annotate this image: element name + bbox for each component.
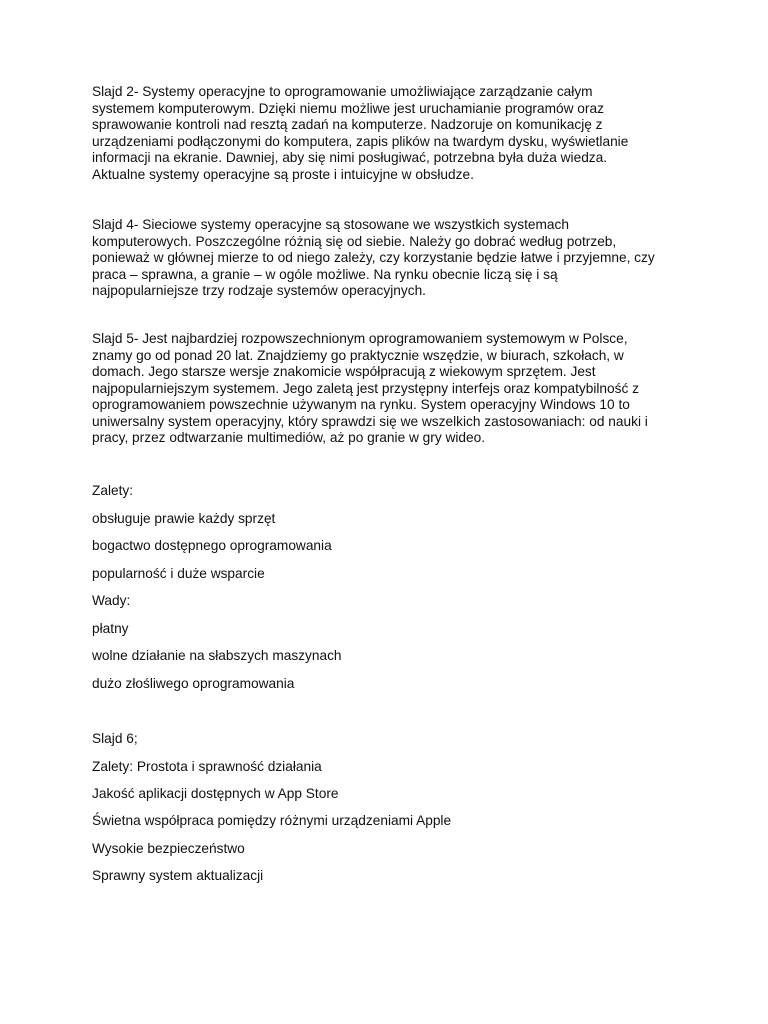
slide4-paragraph xyxy=(92,217,692,300)
text-line: ponieważ w głównej mierze to od niego zależy, czy korzystanie będzie łatwe i przyjemne, czy xyxy=(92,250,655,265)
text-line: uniwersalny system operacyjny, który sprawdzi się we wszelkich zastosowaniach: od nauki i xyxy=(92,413,648,429)
text-line: Slajd 4- Sieciowe systemy operacyjne są stosowane we wszystkich systemach xyxy=(92,217,569,232)
text-line: oprogramowaniem powszechnie używanym na rynku. System operacyjny Windows 10 to xyxy=(92,397,630,412)
text-line: najpopularniejsze trzy rodzaje systemów operacyjnych. xyxy=(92,283,426,298)
text-line: Slajd 5- Jest najbardziej rozpowszechnionym oprogramowaniem systemowym w Polsce, xyxy=(92,331,628,346)
text-line: domach. Jego starsze wersje znakomicie współpracują z wiekowym sprzętem. Jest xyxy=(92,364,596,379)
text-line: znamy go od ponad 20 lat. Znajdziemy go praktycznie wszędzie, w biurach, szkołach, w xyxy=(92,347,624,363)
list-item: popularność i duże wsparcie xyxy=(92,566,265,581)
list-item: płatny xyxy=(92,621,129,636)
text-line: praca – sprawna, a granie – w ogóle możliwe. Na rynku obecnie liczą się i są xyxy=(92,266,558,282)
list-item: Jakość aplikacji dostępnych w App Store xyxy=(92,786,339,801)
text-line: komputerowych. Poszczególne różnią się od siebie. Należy go dobrać według potrzeb, xyxy=(92,233,617,249)
list-item: Wysokie bezpieczeństwo xyxy=(92,841,245,856)
list-item: bogactwo dostępnego oprogramowania xyxy=(92,538,332,553)
slide6-heading: Slajd 6; xyxy=(92,731,138,746)
text-line: urządzeniami podłączonymi do komputera, zapis plików na twardym dysku, wyświetlanie xyxy=(92,133,629,149)
list-item: obsługuje prawie każdy sprzęt xyxy=(92,511,276,526)
list-item: dużo złośliwego oprogramowania xyxy=(92,676,295,691)
list-item: Świetna współpraca pomiędzy różnymi urządzeniami Apple xyxy=(92,813,452,828)
text-line: sprawowanie kontroli nad resztą zadań na komputerze. Nadzoruje on komunikację z xyxy=(92,117,603,132)
cons-heading: Wady: xyxy=(92,593,131,608)
text-line: informacji na ekranie. Dawniej, aby się nimi posługiwać, potrzebna była duża wiedza. xyxy=(92,150,608,165)
text-line: Slajd 2- Systemy operacyjne to oprogramowanie umożliwiające zarządzanie całym xyxy=(92,84,593,99)
text-line: Aktualne systemy operacyjne są proste i intuicyjne w obsłudze. xyxy=(92,166,474,182)
text-line: pracy, przez odtwarzanie multimediów, aż po granie w gry wideo. xyxy=(92,430,486,445)
list-item: wolne działanie na słabszych maszynach xyxy=(92,648,342,663)
text-line: systemem komputerowym. Dzięki niemu możliwe jest uruchamianie programów oraz xyxy=(92,100,604,116)
list-item: Zalety: Prostota i sprawność działania xyxy=(92,759,322,774)
text-line: najpopularniejszym systemem. Jego zaletą jest przystępny interfejs oraz kompatybilność z xyxy=(92,380,639,396)
pros-heading: Zalety: xyxy=(92,483,134,498)
slide5-paragraph xyxy=(92,331,692,447)
slide2-paragraph xyxy=(92,84,692,183)
list-item: Sprawny system aktualizacji xyxy=(92,868,264,883)
